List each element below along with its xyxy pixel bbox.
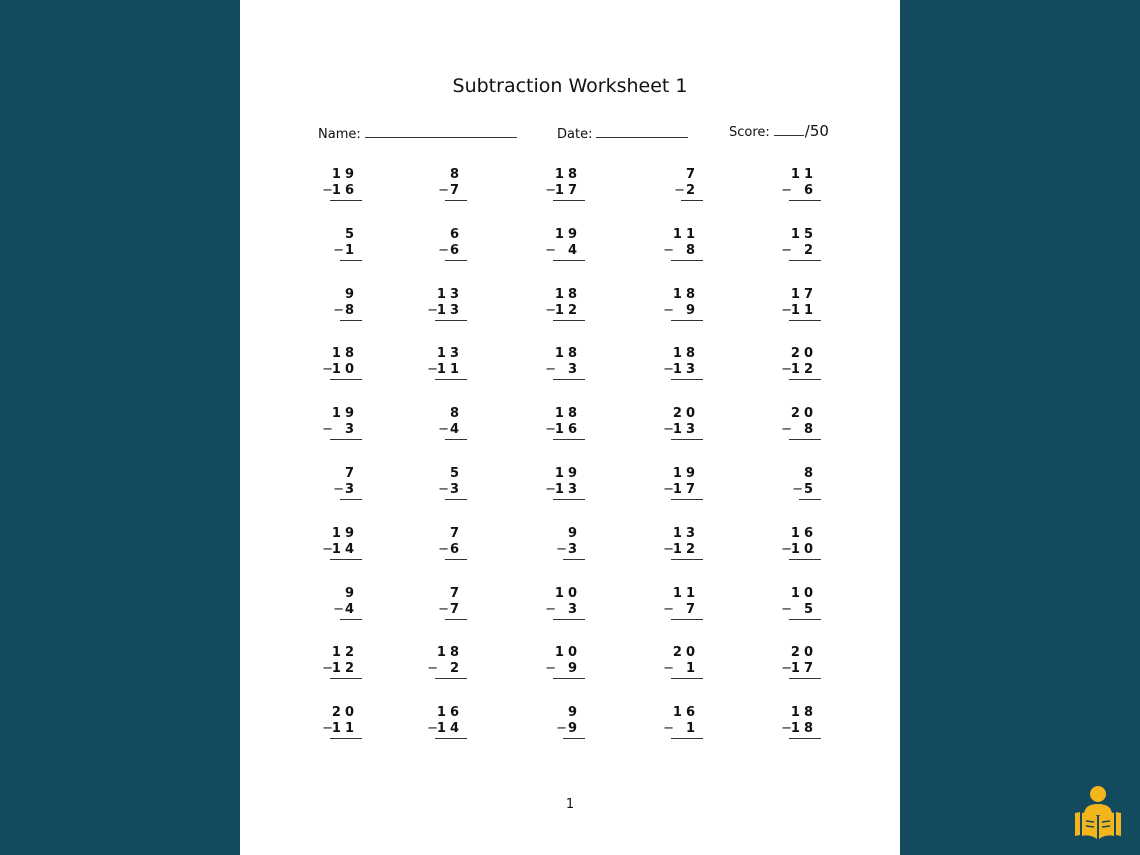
minus-sign: − <box>545 602 556 617</box>
minus-sign: − <box>438 602 449 617</box>
answer-line <box>435 678 467 679</box>
answer-line <box>671 619 703 620</box>
minus-sign: − <box>545 183 556 198</box>
answer-line <box>340 619 362 620</box>
name-blank-line <box>365 124 517 138</box>
minuend: 19 <box>331 526 358 541</box>
minuend: 18 <box>672 346 699 361</box>
subtraction-problem <box>737 346 817 386</box>
answer-line <box>789 260 821 261</box>
subtrahend: 2 <box>685 183 699 198</box>
minuend: 20 <box>672 406 699 421</box>
minus-sign: − <box>333 243 344 258</box>
subtraction-problem <box>501 466 581 506</box>
minuend: 13 <box>672 526 699 541</box>
minus-sign: − <box>438 243 449 258</box>
score-label: Score: <box>729 125 770 140</box>
minus-sign: − <box>333 482 344 497</box>
answer-line <box>553 678 585 679</box>
subtraction-problem <box>501 227 581 267</box>
minuend: 10 <box>790 586 817 601</box>
subtraction-problem <box>619 287 699 327</box>
answer-line <box>671 379 703 380</box>
minus-sign: − <box>333 602 344 617</box>
minuend: 9 <box>567 705 581 720</box>
answer-line <box>789 738 821 739</box>
minuend: 11 <box>672 586 699 601</box>
subtrahend: 3 <box>567 602 581 617</box>
minus-sign: − <box>663 422 674 437</box>
minuend: 18 <box>436 645 463 660</box>
subtrahend: 17 <box>672 482 699 497</box>
subtrahend: 1 <box>344 243 358 258</box>
answer-line <box>563 559 585 560</box>
score-field <box>729 122 829 142</box>
subtrahend: 8 <box>685 243 699 258</box>
minuend: 9 <box>344 287 358 302</box>
subtraction-problem <box>501 346 581 386</box>
subtraction-problem <box>619 466 699 506</box>
subtraction-problem <box>278 406 358 446</box>
subtraction-problem <box>619 705 699 745</box>
answer-line <box>671 678 703 679</box>
minus-sign: − <box>438 482 449 497</box>
answer-line <box>553 200 585 201</box>
answer-line <box>553 439 585 440</box>
subtrahend: 9 <box>685 303 699 318</box>
minus-sign: − <box>663 303 674 318</box>
minuend: 6 <box>449 227 463 242</box>
minuend: 11 <box>790 167 817 182</box>
subtraction-problem <box>501 705 581 745</box>
answer-line <box>553 379 585 380</box>
answer-line <box>340 260 362 261</box>
subtrahend: 1 <box>685 721 699 736</box>
date-blank-line <box>596 124 688 138</box>
minus-sign: − <box>663 721 674 736</box>
minus-sign: − <box>781 303 792 318</box>
minus-sign: − <box>781 422 792 437</box>
subtraction-problem <box>619 645 699 685</box>
answer-line <box>681 200 703 201</box>
subtrahend: 12 <box>331 661 358 676</box>
minus-sign: − <box>781 721 792 736</box>
answer-line <box>789 379 821 380</box>
minus-sign: − <box>427 721 438 736</box>
subtrahend: 16 <box>331 183 358 198</box>
answer-line <box>671 738 703 739</box>
subtraction-problem <box>501 526 581 566</box>
subtraction-problem <box>737 287 817 327</box>
answer-line <box>553 619 585 620</box>
subtrahend: 3 <box>449 482 463 497</box>
subtrahend: 11 <box>790 303 817 318</box>
minuend: 20 <box>790 406 817 421</box>
date-label: Date: <box>557 127 593 142</box>
minuend: 10 <box>554 645 581 660</box>
subtrahend: 12 <box>554 303 581 318</box>
answer-line <box>563 738 585 739</box>
answer-line <box>671 439 703 440</box>
answer-line <box>445 559 467 560</box>
subtraction-problem <box>278 645 358 685</box>
subtraction-problem <box>619 346 699 386</box>
subtraction-problem <box>383 167 463 207</box>
minuend: 18 <box>790 705 817 720</box>
page-number: 1 <box>565 797 575 812</box>
minuend: 18 <box>331 346 358 361</box>
answer-line <box>553 260 585 261</box>
subtraction-problem <box>737 227 817 267</box>
subtraction-problem <box>278 705 358 745</box>
answer-line <box>330 678 362 679</box>
subtraction-problem <box>278 346 358 386</box>
subtrahend: 6 <box>449 243 463 258</box>
minuend: 18 <box>554 406 581 421</box>
minus-sign: − <box>438 183 449 198</box>
subtraction-problem <box>619 227 699 267</box>
subtrahend: 11 <box>331 721 358 736</box>
minus-sign: − <box>438 422 449 437</box>
minus-sign: − <box>781 542 792 557</box>
subtrahend: 18 <box>790 721 817 736</box>
subtrahend: 9 <box>567 661 581 676</box>
minuend: 18 <box>672 287 699 302</box>
name-field <box>318 124 517 144</box>
answer-line <box>330 559 362 560</box>
name-label: Name: <box>318 127 361 142</box>
minus-sign: − <box>663 542 674 557</box>
subtraction-problem <box>383 645 463 685</box>
minuend: 19 <box>331 167 358 182</box>
minuend: 18 <box>554 167 581 182</box>
minus-sign: − <box>663 243 674 258</box>
subtrahend: 7 <box>685 602 699 617</box>
minus-sign: − <box>545 482 556 497</box>
minus-sign: − <box>663 362 674 377</box>
answer-line <box>789 619 821 620</box>
answer-line <box>445 619 467 620</box>
minus-sign: − <box>781 362 792 377</box>
subtrahend: 1 <box>685 661 699 676</box>
subtraction-problem <box>619 406 699 446</box>
worksheet-page <box>240 0 900 855</box>
minuend: 7 <box>449 586 463 601</box>
subtraction-problem <box>619 526 699 566</box>
subtraction-problem <box>501 645 581 685</box>
minus-sign: − <box>663 661 674 676</box>
minuend: 19 <box>554 227 581 242</box>
minuend: 8 <box>449 167 463 182</box>
subtrahend: 7 <box>449 183 463 198</box>
subtraction-problem <box>278 526 358 566</box>
subtrahend: 5 <box>803 602 817 617</box>
subtraction-problem <box>737 466 817 506</box>
minus-sign: − <box>781 661 792 676</box>
minuend: 16 <box>436 705 463 720</box>
subtraction-problem <box>278 167 358 207</box>
subtraction-problem <box>278 586 358 626</box>
answer-line <box>789 559 821 560</box>
minuend: 11 <box>672 227 699 242</box>
answer-line <box>789 200 821 201</box>
subtrahend: 13 <box>436 303 463 318</box>
minus-sign: − <box>545 661 556 676</box>
subtrahend: 13 <box>672 422 699 437</box>
minus-sign: − <box>781 243 792 258</box>
minus-sign: − <box>556 721 567 736</box>
minuend: 15 <box>790 227 817 242</box>
answer-line <box>445 260 467 261</box>
subtrahend: 4 <box>567 243 581 258</box>
subtrahend: 3 <box>344 422 358 437</box>
subtraction-problem <box>737 705 817 745</box>
minuend: 12 <box>331 645 358 660</box>
subtraction-problem <box>737 167 817 207</box>
minuend: 10 <box>554 586 581 601</box>
minuend: 13 <box>436 346 463 361</box>
answer-line <box>435 379 467 380</box>
subtraction-problem <box>501 586 581 626</box>
subtrahend: 16 <box>554 422 581 437</box>
answer-line <box>671 559 703 560</box>
answer-line <box>340 499 362 500</box>
subtrahend: 10 <box>790 542 817 557</box>
score-total: /50 <box>804 122 829 140</box>
subtrahend: 4 <box>344 602 358 617</box>
minuend: 20 <box>672 645 699 660</box>
minus-sign: − <box>781 602 792 617</box>
subtraction-problem <box>501 167 581 207</box>
minuend: 20 <box>331 705 358 720</box>
subtrahend: 17 <box>554 183 581 198</box>
subtrahend: 3 <box>344 482 358 497</box>
subtrahend: 6 <box>449 542 463 557</box>
subtraction-problem <box>737 406 817 446</box>
minuend: 18 <box>554 287 581 302</box>
subtrahend: 9 <box>567 721 581 736</box>
minuend: 19 <box>672 466 699 481</box>
minus-sign: − <box>438 542 449 557</box>
subtraction-problem <box>383 705 463 745</box>
minuend: 5 <box>344 227 358 242</box>
minuend: 7 <box>685 167 699 182</box>
minuend: 5 <box>449 466 463 481</box>
minus-sign: − <box>545 303 556 318</box>
subtrahend: 17 <box>790 661 817 676</box>
answer-line <box>553 499 585 500</box>
answer-line <box>330 738 362 739</box>
subtrahend: 13 <box>672 362 699 377</box>
subtraction-problem <box>383 586 463 626</box>
minus-sign: − <box>545 243 556 258</box>
subtraction-problem <box>383 466 463 506</box>
minus-sign: − <box>322 542 333 557</box>
subtrahend: 2 <box>449 661 463 676</box>
minuend: 19 <box>554 466 581 481</box>
answer-line <box>789 439 821 440</box>
answer-line <box>671 260 703 261</box>
subtraction-problem <box>278 227 358 267</box>
subtrahend: 7 <box>449 602 463 617</box>
minus-sign: − <box>427 661 438 676</box>
subtrahend: 11 <box>436 362 463 377</box>
minuend: 18 <box>554 346 581 361</box>
answer-line <box>435 738 467 739</box>
answer-line <box>445 439 467 440</box>
subtraction-problem <box>619 167 699 207</box>
subtrahend: 8 <box>803 422 817 437</box>
subtrahend: 10 <box>331 362 358 377</box>
minus-sign: − <box>322 422 333 437</box>
minus-sign: − <box>556 542 567 557</box>
minus-sign: − <box>545 362 556 377</box>
date-field <box>557 124 688 144</box>
subtrahend: 3 <box>567 362 581 377</box>
answer-line <box>671 320 703 321</box>
minus-sign: − <box>427 303 438 318</box>
answer-line <box>789 320 821 321</box>
subtraction-problem <box>383 526 463 566</box>
subtraction-problem <box>619 586 699 626</box>
subtraction-problem <box>278 287 358 327</box>
minuend: 16 <box>672 705 699 720</box>
minuend: 20 <box>790 645 817 660</box>
minus-sign: − <box>333 303 344 318</box>
minus-sign: − <box>322 362 333 377</box>
subtraction-problem <box>501 406 581 446</box>
subtrahend: 5 <box>803 482 817 497</box>
answer-line <box>330 439 362 440</box>
answer-line <box>789 678 821 679</box>
score-blank-line <box>774 122 804 136</box>
subtrahend: 12 <box>790 362 817 377</box>
minus-sign: − <box>781 183 792 198</box>
minuend: 7 <box>344 466 358 481</box>
answer-line <box>330 200 362 201</box>
answer-line <box>799 499 821 500</box>
minuend: 8 <box>803 466 817 481</box>
minuend: 19 <box>331 406 358 421</box>
minus-sign: − <box>663 482 674 497</box>
minuend: 17 <box>790 287 817 302</box>
minuend: 7 <box>449 526 463 541</box>
subtraction-problem <box>278 466 358 506</box>
minus-sign: − <box>674 183 685 198</box>
minuend: 20 <box>790 346 817 361</box>
subtraction-problem <box>737 586 817 626</box>
minuend: 16 <box>790 526 817 541</box>
answer-line <box>330 379 362 380</box>
minus-sign: − <box>322 721 333 736</box>
subtraction-problem <box>383 346 463 386</box>
minuend: 13 <box>436 287 463 302</box>
minus-sign: − <box>322 183 333 198</box>
subtrahend: 6 <box>803 183 817 198</box>
subtraction-problem <box>383 227 463 267</box>
answer-line <box>671 499 703 500</box>
answer-line <box>553 320 585 321</box>
minuend: 9 <box>344 586 358 601</box>
subtrahend: 14 <box>331 542 358 557</box>
subtrahend: 4 <box>449 422 463 437</box>
answer-line <box>445 200 467 201</box>
minus-sign: − <box>545 422 556 437</box>
minus-sign: − <box>322 661 333 676</box>
subtrahend: 2 <box>803 243 817 258</box>
subtrahend: 8 <box>344 303 358 318</box>
answer-line <box>340 320 362 321</box>
minuend: 8 <box>449 406 463 421</box>
minuend: 9 <box>567 526 581 541</box>
worksheet-title: Subtraction Worksheet 1 <box>452 75 688 97</box>
reading-person-icon <box>1072 785 1124 841</box>
minus-sign: − <box>427 362 438 377</box>
subtrahend: 12 <box>672 542 699 557</box>
subtraction-problem <box>737 526 817 566</box>
subtraction-problem <box>383 287 463 327</box>
subtrahend: 13 <box>554 482 581 497</box>
subtrahend: 3 <box>567 542 581 557</box>
answer-line <box>445 499 467 500</box>
answer-line <box>435 320 467 321</box>
minus-sign: − <box>663 602 674 617</box>
subtrahend: 14 <box>436 721 463 736</box>
subtraction-problem <box>383 406 463 446</box>
minus-sign: − <box>792 482 803 497</box>
subtraction-problem <box>737 645 817 685</box>
subtraction-problem <box>501 287 581 327</box>
